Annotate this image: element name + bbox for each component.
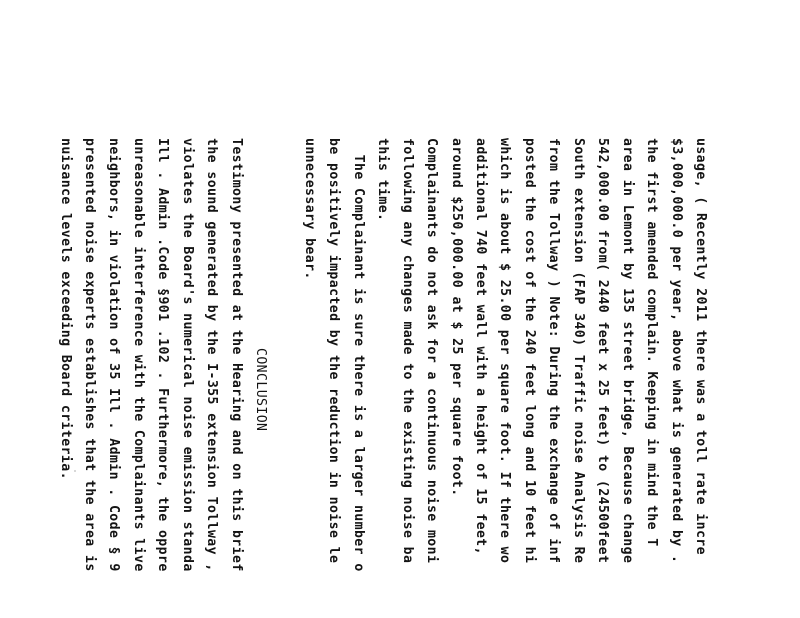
text-line: be positively impacted by the reduction in noise le xyxy=(326,138,342,564)
document-text-block xyxy=(0,138,712,618)
text-line: Complainants do not ask for a continuous noise moni xyxy=(424,138,440,564)
text-line: additional 740 feet wall with a height of 15 feet, xyxy=(473,138,489,555)
text-line: this time. xyxy=(375,138,391,222)
text-line: presented noise experts establishes that the area is xyxy=(82,138,98,572)
text-line: South extension (FAP 340) Traffic noise Analysis Re xyxy=(570,138,586,564)
text-line: nuisance levels exceeding Board criteria. xyxy=(57,138,73,480)
blank-line xyxy=(272,138,296,618)
text-line: The Complainant is sure there is a larger number o xyxy=(350,138,366,572)
text-line: usage, ( Recently 2011 there was a toll rate incre xyxy=(693,138,708,555)
text-line: posted the cost of the 240 feet long and 10 feet hi xyxy=(521,138,537,564)
text-line: unnecessary bear. xyxy=(302,138,317,280)
text-line: Ill . Admin .Code §901 .102 . Furthermore, the oppre xyxy=(155,138,171,572)
text-line: the sound generated by the I-355 extension Tollway , xyxy=(204,138,220,572)
text-line: 542,000.00 from( 2440 feet x 25 feet) to (24500feet xyxy=(595,138,611,564)
text-line: from the Tollway ) Note: During the exchange of inf xyxy=(546,138,562,564)
text-line: around $250,000.00 at $ 25 per square foot. xyxy=(448,138,464,497)
text-line: neighbors, in violation of 35 Ill . Admin . Code § 9 xyxy=(106,138,122,572)
text-line: Testimony presented at the Hearing and on this brief xyxy=(228,138,244,572)
conclusion-heading: CONCLUSION xyxy=(253,348,269,432)
text-line: area in Lemont by 135 street bridge, Because change xyxy=(619,138,635,564)
scan-artifact xyxy=(74,470,76,472)
text-line: $3,000,000.0 per year, above what is generated by . xyxy=(668,138,684,564)
text-line: unreasonable interference with the Complainants live xyxy=(130,138,146,572)
text-line: the first amended complain. Keeping in mind the T xyxy=(644,138,660,547)
text-line: following any changes made to the existing noise ba xyxy=(399,138,415,564)
text-line: which is about $ 25.00 per square foot. If there wo xyxy=(497,138,513,564)
text-line: violates the Board's numerical noise emission standa xyxy=(179,138,195,572)
